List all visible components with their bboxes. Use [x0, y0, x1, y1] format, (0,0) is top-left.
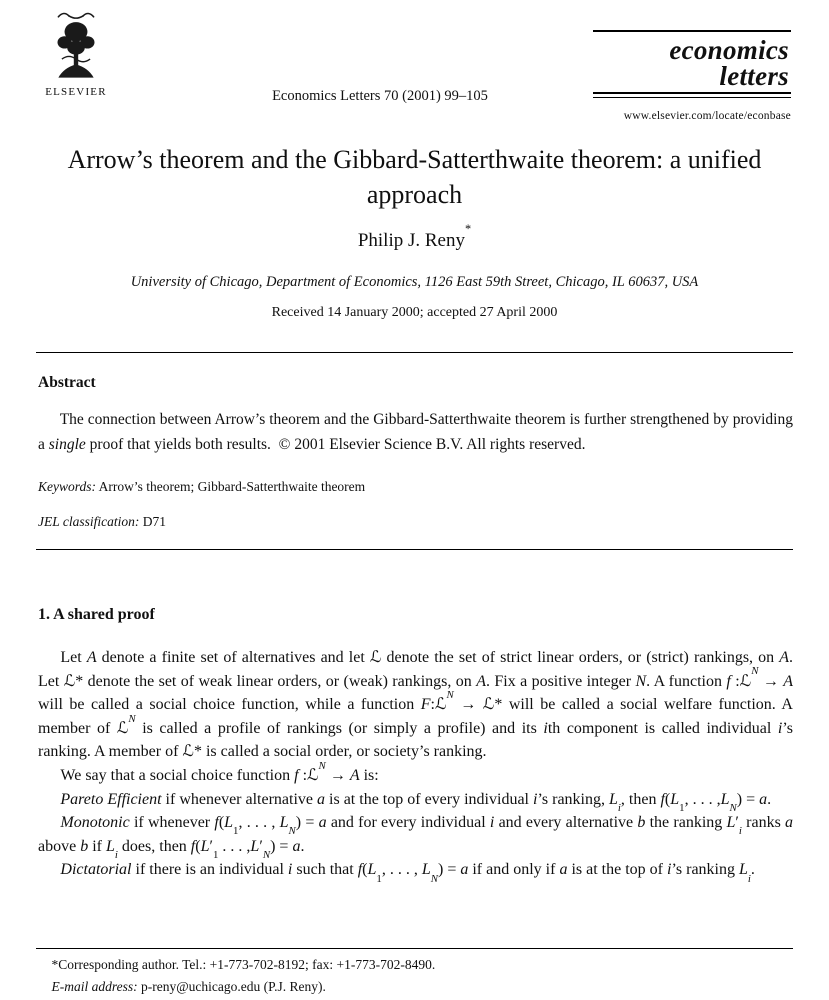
divider-rule-top: [36, 352, 793, 353]
divider-rule-bottom: [36, 549, 793, 550]
corresponding-author-footnote: *Corresponding author. Tel.: +1-773-702-8192; fax: +1-773-702-8490.: [51, 957, 436, 972]
journal-website-url: www.elsevier.com/locate/econbase: [623, 110, 791, 122]
section-heading: 1. A shared proof: [38, 606, 155, 623]
publisher-name: ELSEVIER: [45, 86, 107, 98]
journal-brand-name: [593, 32, 791, 92]
author-affiliation: University of Chicago, Department of Economics, 1126 East 59th Street, Chicago, IL 60637, USA: [130, 274, 699, 290]
abstract-heading: Abstract: [38, 374, 96, 391]
journal-brand-block: [593, 30, 791, 122]
body-paragraph: Pareto Efficient if whenever alternative a is at the top of every individual i’s ranking, $L_i$, then $f(L_1$, . . . $,L_N) = a$.: [60, 790, 772, 814]
corresponding-author-mark: *: [464, 221, 472, 236]
body-paragraph: We say that a social choice function f :ℒ$^N$ → A is:: [60, 759, 379, 784]
footnote-rule: [36, 948, 793, 949]
brand-line-economics: economics: [669, 35, 789, 65]
elsevier-tree-logo-icon: [47, 8, 105, 82]
abstract-text: The connection between Arrow’s theorem and the Gibbard-Satterthwaite theorem is further strengthened by providing a single proof that yields both results. © 2001 Elsevier Science B.V. All rights reserved.: [38, 411, 793, 453]
keywords-line: Keywords: Arrow’s theorem; Gibbard-Satterthwaite theorem: [38, 479, 366, 494]
publisher-logo-block: [36, 8, 116, 98]
article-title: Arrow’s theorem and the Gibbard-Satterthwaite theorem: a unified approach: [67, 145, 762, 209]
brand-line-letters: letters: [719, 61, 789, 91]
jel-classification-line: JEL classification: D71: [38, 514, 166, 529]
author-line: [0, 221, 829, 252]
received-dates: Received 14 January 2000; accepted 27 April 2000: [271, 305, 558, 320]
body-paragraph: Let A denote a finite set of alternatives and let ℒ denote the set of strict linear orders, or (strict) rankings, on A. Let ℒ* denote the set of weak linear orders, or (weak) rankings, on A. Fix a positive integer N. A function f :ℒ$^N$ → A will be called a social choice function, while a function F:ℒ$^N$ → ℒ* will be called a social welfare function. A member of ℒ$^N$ is called a profile of rankings (or simply a profile) and its ith component is called individual i’s ranking. A member of ℒ* is called a social order, or society’s ranking.: [38, 649, 794, 761]
brand-rule-bottom: [593, 92, 791, 98]
section-body: [38, 646, 794, 885]
email-footnote: E-mail address: p-reny@uchicago.edu (P.J. Reny).: [51, 979, 326, 994]
author-name: Philip J. Reny: [357, 230, 465, 251]
journal-citation: Economics Letters 70 (2001) 99–105: [272, 88, 488, 104]
body-paragraph: Dictatorial if there is an individual i such that $f(L_1$, . . . , $L_N) = a$ if and only if a is at the top of i’s ranking $L_i$.: [60, 861, 755, 885]
body-paragraph: Monotonic if whenever $f(L_1$, . . . , $L_N) = a$ and for every individual i and every alternative b the ranking $L'_i$ ranks a above b if $L_i$ does, then $f(L'_1$ . . . $,L'_N) = a$.: [38, 814, 794, 861]
